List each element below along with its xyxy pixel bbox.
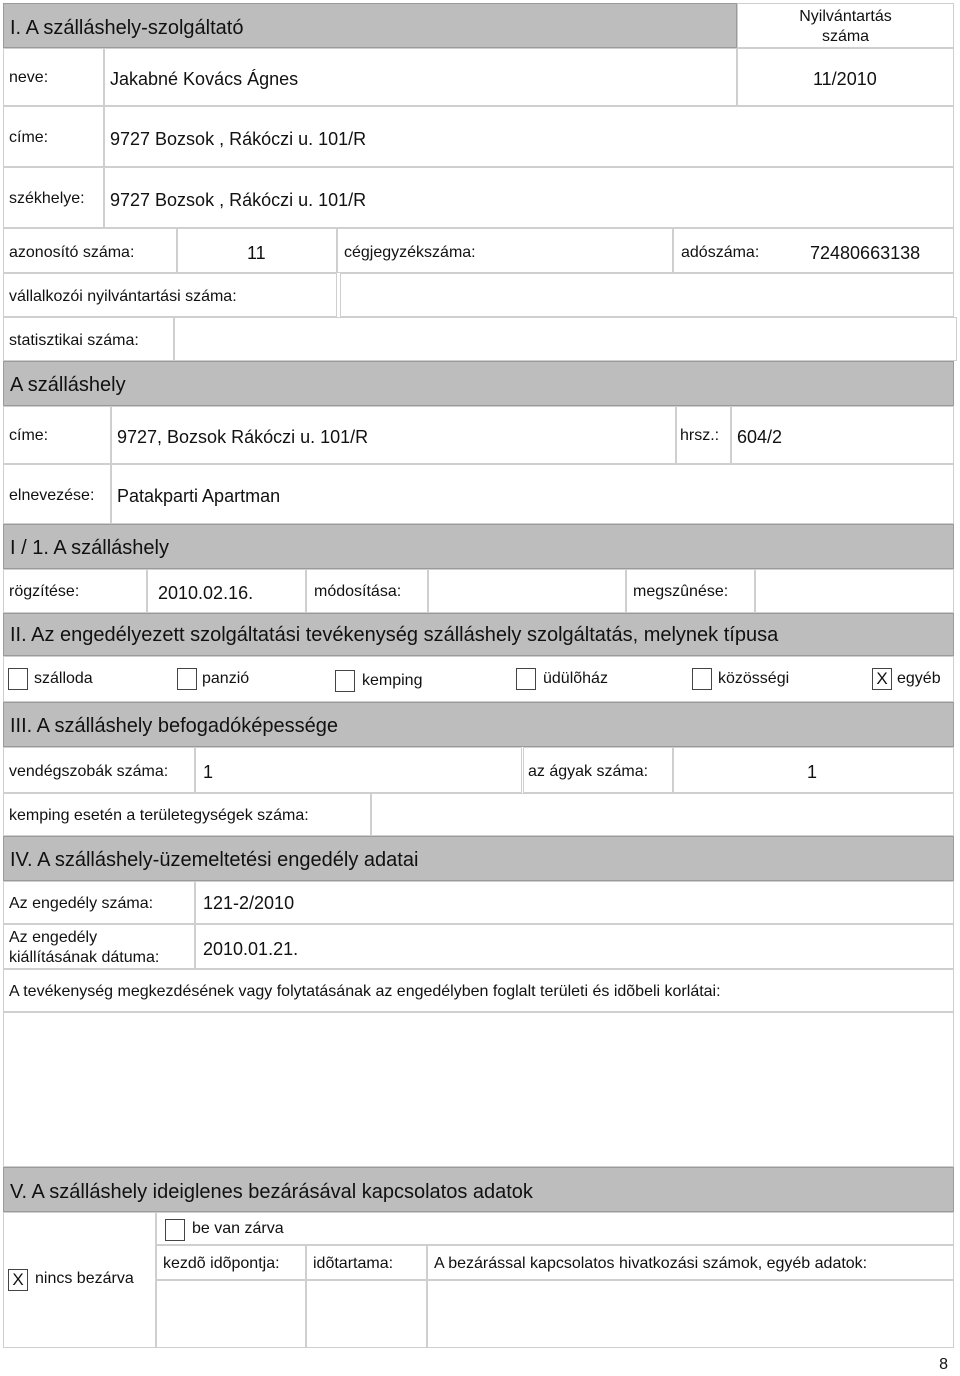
company-registration-cell[interactable] (337, 228, 673, 273)
recorded-date-field[interactable] (147, 569, 306, 613)
provider-name-field[interactable] (104, 48, 737, 106)
accommodation-address-label: címe: (9, 427, 49, 444)
provider-name-value: Jakabné Kovács Ágnes (110, 69, 299, 89)
recorded-label-cell (3, 569, 147, 613)
ended-label-cell (626, 569, 755, 613)
beds-label: az ágyak száma: (528, 763, 649, 780)
id-number-field[interactable] (177, 228, 337, 273)
id-number-label: azonosító száma: (9, 244, 135, 261)
section-1-1-header (3, 524, 954, 569)
permit-number-label: Az engedély száma: (9, 895, 154, 912)
type-checkbox-hotel[interactable] (8, 668, 28, 690)
type-checkbox-guesthouse[interactable] (177, 668, 197, 690)
rooms-label: vendégszobák száma: (9, 763, 169, 780)
section-2-header (3, 613, 954, 656)
accommodation-header (3, 361, 954, 406)
permit-number-field[interactable] (195, 881, 954, 924)
closed-row (156, 1212, 954, 1245)
statistical-number-field[interactable] (174, 317, 957, 361)
provider-seat-label: székhelye: (9, 190, 85, 207)
page-number: 8 (939, 1356, 948, 1373)
accommodation-name-field[interactable] (111, 464, 954, 524)
camping-units-field[interactable] (371, 793, 954, 836)
tax-number-cell[interactable] (673, 228, 954, 273)
permit-number-label-cell (3, 881, 195, 924)
type-checkbox-other[interactable]: X (872, 668, 892, 690)
rooms-field[interactable] (195, 747, 522, 793)
provider-address-label: címe: (9, 129, 49, 146)
restrictions-label-cell (3, 969, 954, 1012)
modified-date-field[interactable] (428, 569, 626, 613)
registration-number-field[interactable] (737, 48, 954, 106)
entrepreneur-number-label: vállalkozói nyilvántartási száma: (9, 288, 237, 305)
accommodation-name-label: elnevezése: (9, 487, 95, 504)
closure-duration-label-cell (306, 1245, 427, 1280)
hrsz-value: 604/2 (737, 427, 783, 447)
closure-start-label: kezdõ idõpontja: (163, 1255, 280, 1272)
beds-label-cell (523, 747, 673, 793)
type-checkbox-holiday-home[interactable] (516, 668, 536, 690)
section-1-header (3, 3, 737, 48)
rooms-label-cell (3, 747, 195, 793)
section-1-1-title: I / 1. A szálláshely (10, 537, 169, 559)
permit-number-value: 121-2/2010 (203, 893, 295, 913)
not-closed-label: nincs bezárva (35, 1270, 134, 1287)
permit-issue-date-field[interactable] (195, 924, 954, 969)
accommodation-address-field[interactable] (111, 406, 676, 464)
type-checkbox-community[interactable] (692, 668, 712, 690)
ended-date-field[interactable] (755, 569, 954, 613)
closure-references-field[interactable] (427, 1280, 954, 1348)
modified-label-cell (306, 569, 428, 613)
entrepreneur-number-field[interactable] (340, 273, 954, 317)
accommodation-address-label-cell (3, 406, 111, 464)
hrsz-field[interactable] (731, 406, 954, 464)
closure-duration-field[interactable] (306, 1280, 427, 1348)
provider-name-label: neve: (9, 69, 49, 86)
type-label-hotel: szálloda (34, 670, 93, 687)
hrsz-label: hrsz.: (680, 427, 720, 444)
closure-start-field[interactable] (156, 1280, 306, 1348)
camping-units-label: kemping esetén a területegységek száma: (9, 807, 309, 824)
section-2-title: II. Az engedélyezett szolgáltatási tevékenység szálláshely szolgáltatás, melynek típusa (10, 624, 779, 646)
ended-label: megszûnése: (633, 583, 729, 600)
camping-units-label-cell (3, 793, 371, 836)
accommodation-address-value: 9727, Bozsok Rákóczi u. 101/R (117, 427, 369, 447)
accommodation-type-row (3, 656, 954, 702)
section-5-title: V. A szálláshely ideiglenes bezárásával kapcsolatos adatok (10, 1181, 533, 1203)
registration-header-line1: Nyilvántartás (799, 8, 892, 25)
registration-header-line2: száma (821, 28, 870, 45)
beds-value: 1 (807, 762, 818, 782)
provider-address-label-cell (3, 106, 104, 167)
entrepreneur-number-label-cell (3, 273, 337, 317)
provider-address-value: 9727 Bozsok , Rákóczi u. 101/R (110, 129, 367, 149)
statistical-number-label: statisztikai száma: (9, 332, 139, 349)
not-closed-cell (3, 1212, 156, 1348)
permit-issue-date-label-line2: kiállításának dátuma: (9, 949, 160, 966)
company-registration-label: cégjegyzékszáma: (344, 244, 476, 261)
rooms-value: 1 (203, 762, 214, 782)
tax-number-label: adószáma: (681, 244, 760, 261)
closure-duration-label: idõtartama: (313, 1255, 394, 1272)
section-5-header (3, 1167, 954, 1212)
permit-issue-date-value: 2010.01.21. (203, 939, 299, 959)
closure-start-label-cell (156, 1245, 306, 1280)
statistical-number-label-cell (3, 317, 174, 361)
restrictions-field[interactable] (3, 1012, 954, 1167)
hrsz-label-cell (676, 406, 731, 464)
not-closed-checkbox[interactable]: X (8, 1269, 28, 1291)
type-checkbox-camping[interactable] (335, 670, 355, 692)
recorded-label: rögzítése: (9, 583, 80, 600)
type-label-holiday-home: üdülõház (543, 670, 608, 687)
type-label-guesthouse: panzió (202, 670, 250, 687)
modified-label: módosítása: (314, 583, 402, 600)
permit-issue-date-label-line1: Az engedély (9, 929, 98, 946)
id-number-label-cell (3, 228, 177, 273)
type-label-camping: kemping (362, 672, 423, 689)
accommodation-name-value: Patakparti Apartman (117, 486, 281, 506)
recorded-date-value: 2010.02.16. (158, 583, 254, 603)
provider-seat-label-cell (3, 167, 104, 228)
id-number-value: 11 (247, 243, 266, 263)
closed-checkbox[interactable] (165, 1219, 185, 1241)
tax-number-value: 72480663138 (810, 243, 921, 263)
closed-label: be van zárva (192, 1220, 284, 1237)
section-4-header (3, 836, 954, 881)
provider-seat-value: 9727 Bozsok , Rákóczi u. 101/R (110, 190, 367, 210)
beds-field[interactable] (673, 747, 954, 793)
accommodation-title: A szálláshely (10, 374, 126, 396)
section-1-title: I. A szálláshely-szolgáltató (10, 17, 244, 39)
provider-name-label-cell (3, 48, 104, 106)
accommodation-name-label-cell (3, 464, 111, 524)
permit-issue-date-label-cell (3, 924, 195, 969)
provider-address-field[interactable] (104, 106, 954, 167)
section-3-title: III. A szálláshely befogadóképessége (10, 715, 339, 737)
section-3-header (3, 702, 954, 747)
type-label-community: közösségi (718, 670, 790, 687)
provider-seat-field[interactable] (104, 167, 954, 228)
section-4-title: IV. A szálláshely-üzemeltetési engedély adatai (10, 849, 419, 871)
restrictions-label: A tevékenység megkezdésének vagy folytatásának az engedélyben foglalt területi és idõbeli korlátai: (9, 983, 721, 1000)
closure-references-label: A bezárással kapcsolatos hivatkozási számok, egyéb adatok: (434, 1255, 868, 1272)
registration-number-value: 11/2010 (813, 69, 877, 89)
closure-references-label-cell (427, 1245, 954, 1280)
type-label-other: egyéb (897, 670, 941, 687)
registration-number-header (737, 3, 954, 48)
